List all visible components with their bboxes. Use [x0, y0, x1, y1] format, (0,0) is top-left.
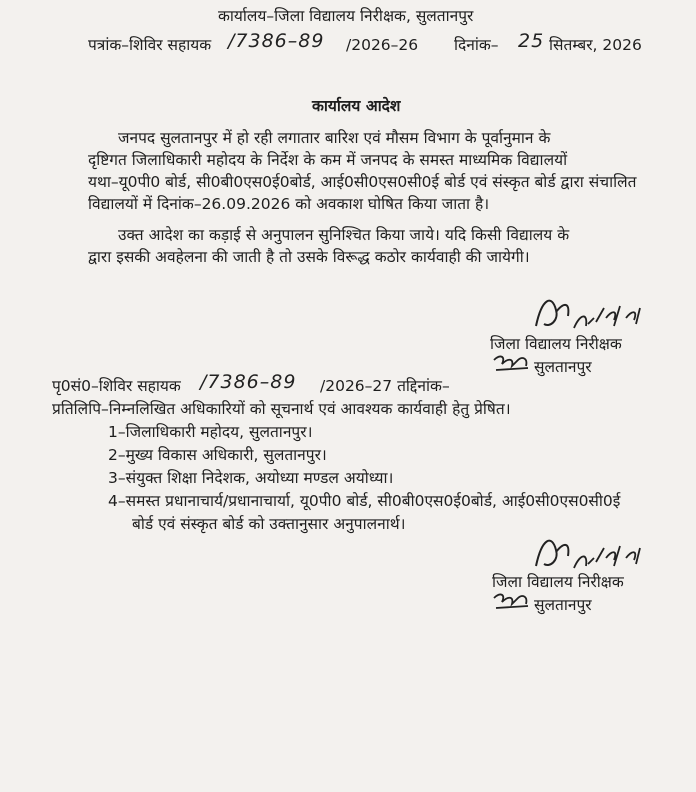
signature-1-initials-mark — [490, 352, 532, 378]
order-para2-line1: उक्त आदेश का कड़ाई से अनुपालन सुनिश्चित किया जाये। यदि किसी विद्यालय के — [118, 226, 570, 244]
office-heading: कार्यालय–जिला विद्यालय निरीक्षक, सुलतानपुर — [218, 7, 474, 25]
copy-item-3: 3–संयुक्त शिक्षा निदेशक, अयोध्या मण्डल अयोध्या। — [108, 469, 394, 487]
signature-2-place: सुलतानपुर — [534, 596, 592, 614]
copy-intro: प्रतिलिपि–निम्नलिखित अधिकारियों को सूचनार्थ एवं आवश्यक कार्यवाही हेतु प्रेषित। — [52, 400, 511, 418]
order-para2-line2: द्वारा इसकी अवहेलना की जाती है तो उसके विरूद्ध कठोर कार्यवाही की जायेगी। — [88, 248, 530, 266]
copy-item-1: 1–जिलाधिकारी महोदय, सुलतानपुर। — [108, 423, 313, 441]
signature-2-initials-mark — [490, 590, 532, 616]
date-day-handwritten: 25 — [518, 30, 545, 52]
order-para1-line2: दृष्टिगत जिलाधिकारी महोदय के निर्देश के कम में जनपद के समस्त माध्यमिक विद्यालयों — [88, 151, 568, 169]
order-para1-line4: विद्यालयों में दिनांक–26.09.2026 को अवकाश घोषित किया जाता है। — [88, 195, 490, 213]
copy-item-4-continued: बोर्ड एवं संस्कृत बोर्ड को उक्तानुसार अनुपालनार्थ। — [132, 515, 406, 533]
order-title: कार्यालय आदेश — [312, 97, 401, 115]
signature-1-place: सुलतानपुर — [534, 358, 592, 376]
date-month-year: सितम्बर, 2026 — [549, 36, 642, 54]
copy-ref-year: /2026–27 तद्दिनांक– — [320, 377, 450, 395]
copy-item-2: 2–मुख्य विकास अधिकारी, सुलतानपुर। — [108, 446, 327, 464]
order-para1-line1: जनपद सुलतानपुर में हो रही लगातार बारिश एवं मौसम विभाग के पूर्वानुमान के — [118, 129, 551, 147]
letter-number-year: /2026–26 — [346, 36, 419, 54]
signature-2-title: जिला विद्यालय निरीक्षक — [492, 573, 624, 591]
copy-item-4: 4–समस्त प्रधानाचार्य/प्रधानाचार्या, यू0पी0 बोर्ड, सी0बी0एस0ई0बोर्ड, आई0सी0एस0सी0ई — [108, 492, 621, 510]
letter-number-label: पत्रांक–शिविर सहायक — [88, 36, 212, 54]
copy-ref-handwritten: /7386–89 — [200, 371, 297, 393]
date-label: दिनांक– — [454, 36, 499, 54]
letter-number-handwritten: /7386–89 — [228, 30, 325, 52]
signature-1-title: जिला विद्यालय निरीक्षक — [490, 335, 622, 353]
copy-ref-label: पृ0सं0–शिविर सहायक — [52, 377, 181, 395]
order-para1-line3: यथा–यू0पी0 बोर्ड, सी0बी0एस0ई0बोर्ड, आई0सी0एस0सी0ई बोर्ड एवं संस्कृत बोर्ड द्वारा संचालित — [88, 173, 637, 191]
